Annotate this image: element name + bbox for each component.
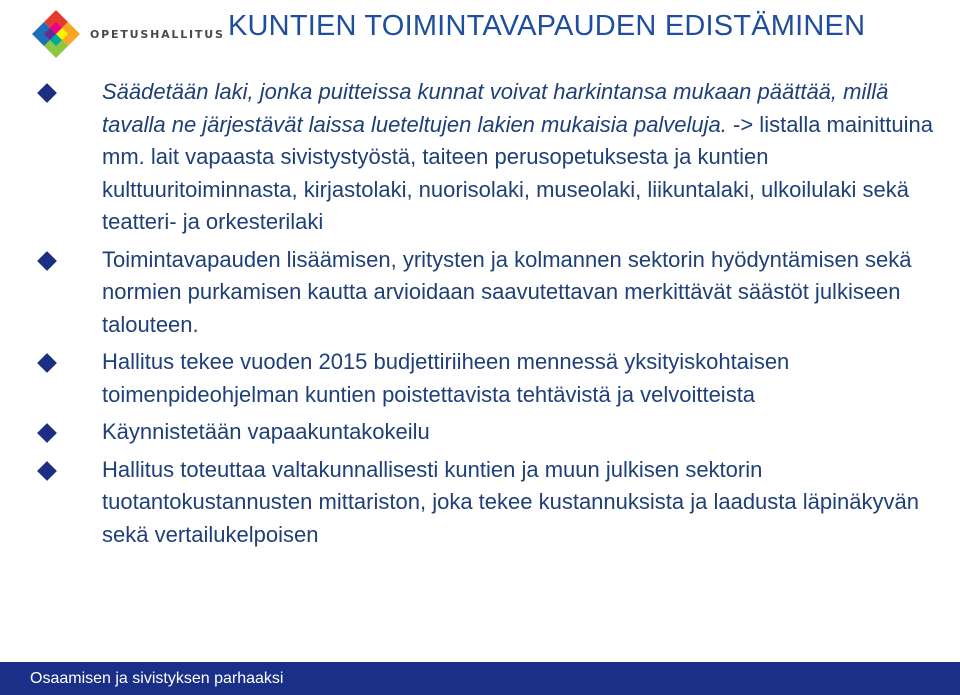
opetushallitus-logo [30, 8, 225, 60]
diamond-mosaic-logo-icon [30, 8, 82, 60]
bullet-item [38, 76, 938, 239]
slide-title: KUNTIEN TOIMINTAVAPAUDEN EDISTÄMINEN [228, 10, 866, 42]
bullet-item [38, 454, 938, 552]
bullet-text: -> listalla mainittuina mm. lait vapaasta sivistystyöstä, taiteen perusopetuksesta ja kuntien kulttuuritoiminnasta, kirjastolaki, nuorisolaki, museolaki, liikuntalaki, ulkoilulaki sekä teatteri- ja orkesterilaki [102, 111, 933, 234]
bullet-text: Toimintavapauden lisäämisen, yritysten ja kolmannen sektorin hyödyntämisen sekä normien purkamisen kautta arvioidaan saavutettavan merkittävät säästöt julkiseen talouteen. [102, 246, 912, 337]
bullet-text: Käynnistetään vapaakuntakokeilu [102, 419, 430, 444]
bullet-text: Hallitus tekee vuoden 2015 budjettiriiheen mennessä yksityiskohtaisen toimenpideohjelman kuntien poistettavista tehtävistä ja velvoitteista [102, 349, 790, 407]
bullet-diamond-icon [37, 461, 57, 481]
bullet-diamond-icon [37, 251, 57, 271]
bullet-diamond-icon [37, 353, 57, 373]
footer-text: Osaamisen ja sivistyksen parhaaksi [30, 670, 284, 687]
footer-bar [0, 662, 960, 695]
bullet-item [38, 346, 938, 411]
bullet-list [38, 76, 938, 551]
bullet-text-italic: Säädetään laki, jonka puitteissa kunnat voivat harkintansa mukaan päättää, millä tavalla ne järjestävät laissa lueteltujen lakien mukaisia palveluja. [102, 79, 889, 137]
bullet-text: Hallitus toteuttaa valtakunnallisesti kuntien ja muun julkisen sektorin tuotantokustannusten mittariston, joka tekee kustannuksista ja laadusta läpinäkyvän sekä vertailukelpoisen [102, 456, 919, 547]
bullet-item [38, 244, 938, 342]
bullet-diamond-icon [37, 83, 57, 103]
bullet-item [38, 416, 938, 449]
logo-text: OPETUSHALLITUS [90, 27, 225, 41]
bullet-diamond-icon [37, 423, 57, 443]
